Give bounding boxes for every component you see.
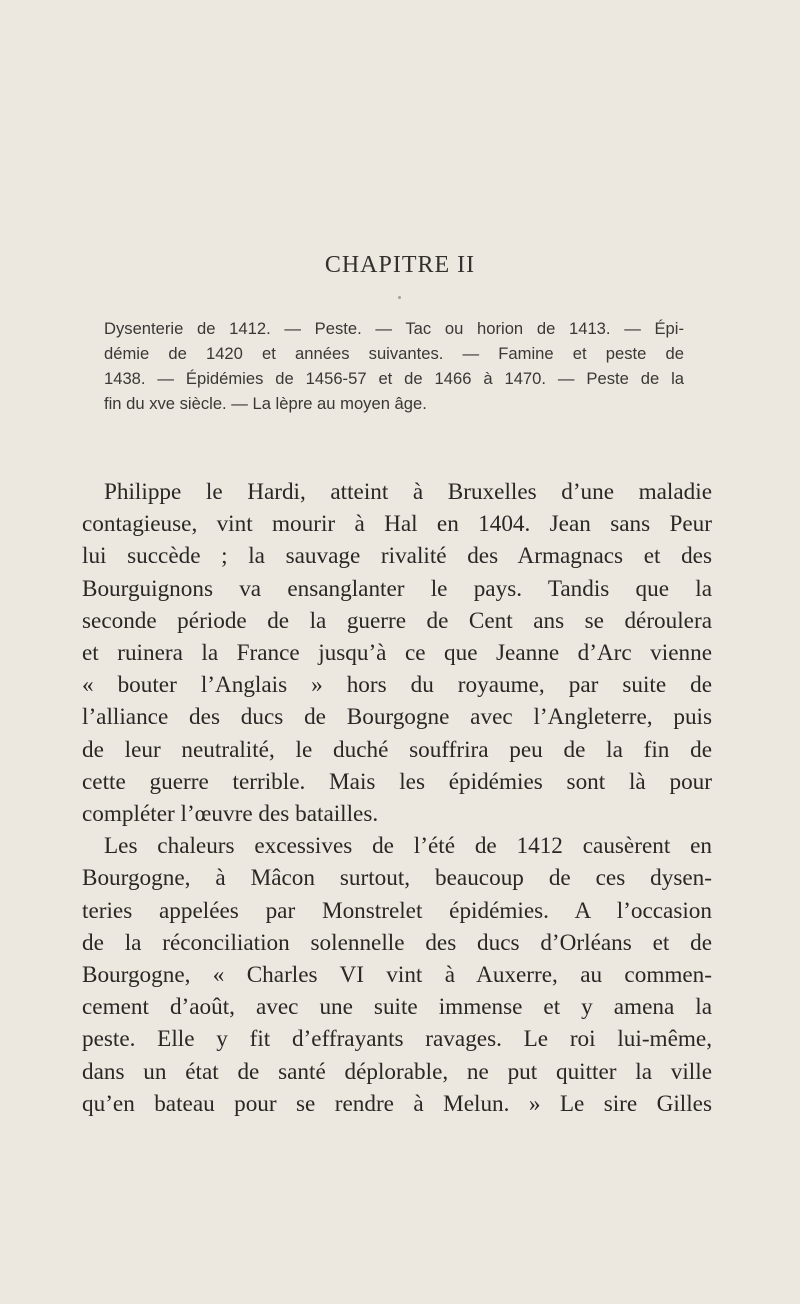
paragraph-line: cette guerre terrible. Mais les épidémies sont là pour: [82, 768, 712, 795]
paragraph-line: lui succède ; la sauvage rivalité des Armagnacs et des: [82, 543, 712, 570]
paragraph-line: contagieuse, vint mourir à Hal en 1404. Jean sans Peur: [82, 511, 712, 538]
paragraph-line: peste. Elle y fit d’effrayants ravages. Le roi lui-même,: [82, 1026, 712, 1053]
body-text: [82, 476, 712, 1120]
paragraph-line: Philippe le Hardi, atteint à Bruxelles d’une maladie: [104, 479, 712, 505]
paragraph-line: dans un état de santé déplorable, ne put quitter la ville: [82, 1058, 712, 1085]
ink-speck: [398, 296, 401, 299]
paragraph-line: et ruinera la France jusqu’à ce que Jeanne d’Arc vienne: [82, 640, 712, 667]
summary-line: démie de 1420 et années suivantes. — Famine et peste de: [104, 344, 684, 363]
paragraph-line: « bouter l’Anglais » hors du royaume, par suite de: [82, 672, 712, 699]
paragraph-line: de leur neutralité, le duché souffrira peu de la fin de: [82, 736, 712, 763]
paragraph-line: qu’en bateau pour se rendre à Melun. » Le sire Gilles: [82, 1090, 712, 1117]
paragraph-line: compléter l’œuvre des batailles.: [82, 801, 379, 828]
chapter-title: CHAPITRE II: [324, 252, 476, 278]
paragraph-line: seconde période de la guerre de Cent ans se déroulera: [82, 607, 712, 634]
paragraph-line: de la réconciliation solennelle des ducs d’Orléans et de: [82, 929, 712, 956]
summary-line: fin du xve siècle. — La lèpre au moyen âge.: [104, 394, 427, 413]
paragraph-line: Bourguignons va ensanglanter le pays. Tandis que la: [82, 575, 712, 602]
chapter-summary: [104, 316, 684, 416]
paragraph-line: l’alliance des ducs de Bourgogne avec l’Angleterre, puis: [82, 704, 712, 731]
paragraph-line: Les chaleurs excessives de l’été de 1412 causèrent en: [104, 833, 712, 860]
summary-line: Dysenterie de 1412. — Peste. — Tac ou horion de 1413. — Épi-: [104, 319, 684, 338]
paragraph-line: Bourgogne, à Mâcon surtout, beaucoup de ces dysen-: [82, 865, 712, 892]
summary-line: 1438. — Épidémies de 1456-57 et de 1466 à 1470. — Peste de la: [104, 369, 684, 388]
paragraph-line: Bourgogne, « Charles VI vint à Auxerre, au commen-: [82, 962, 712, 989]
paragraph-line: cement d’août, avec une suite immense et y amena la: [82, 994, 712, 1021]
paragraph-line: teries appelées par Monstrelet épidémies. A l’occasion: [82, 897, 712, 924]
